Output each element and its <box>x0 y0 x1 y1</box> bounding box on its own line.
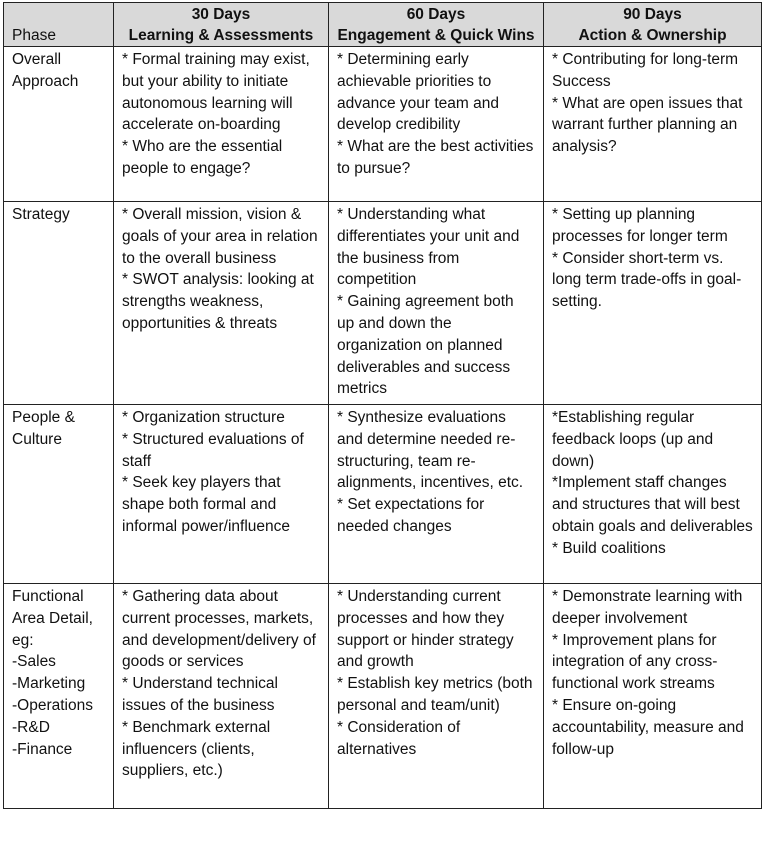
bullet-item: * Gathering data about current processes, markets, and development/delivery of goods or services <box>122 588 316 671</box>
cell-30-days <box>114 584 329 809</box>
phase-label: Strategy <box>12 206 70 223</box>
header-row <box>4 3 762 47</box>
bullet-item: * Contributing for long-term Success <box>552 51 739 90</box>
phase-header-label: Phase <box>12 27 56 44</box>
bullet-item: * SWOT analysis: looking at strengths weakness, opportunities & threats <box>122 271 314 332</box>
bullet-item: * Setting up planning processes for longer term <box>552 206 728 245</box>
cell-90-days <box>544 584 762 809</box>
bullet-item: * Set expectations for needed changes <box>337 496 485 535</box>
phase-cell <box>4 584 114 809</box>
table-row-strategy <box>4 202 762 405</box>
bullet-item: * What are the best activities to pursue? <box>337 138 534 177</box>
bullet-item: * Consider short-term vs. long term trade-offs in goal-setting. <box>552 249 742 311</box>
column-title: Learning & Assessments <box>128 27 314 44</box>
column-header-60-days <box>329 3 544 47</box>
column-days: 60 Days <box>406 6 466 23</box>
bullet-item: * Formal training may exist, but your ability to initiate autonomous learning will accelerate on-boarding <box>122 51 310 134</box>
bullet-item: * Synthesize evaluations and determine needed re-structuring, team re-alignments, incentives, etc. <box>337 409 524 492</box>
bullet-item: * Gaining agreement both up and down the organization on planned deliverables and success metrics <box>337 293 514 398</box>
phase-cell <box>4 47 114 202</box>
bullet-item: * Overall mission, vision & goals of your area in relation to the overall business <box>122 206 318 267</box>
table-row-functional-area <box>4 584 762 809</box>
cell-60-days <box>329 584 544 809</box>
table-row-people-culture <box>4 405 762 584</box>
bullet-item: * Consideration of alternatives <box>337 718 461 758</box>
bullet-item: * Demonstrate learning with deeper involvement <box>552 588 743 627</box>
column-days: 90 Days <box>623 6 682 23</box>
column-days: 30 Days <box>191 6 251 23</box>
column-title: Action & Ownership <box>578 27 727 44</box>
bullet-item: * Seek key players that shape both formal and informal power/influence <box>122 474 291 535</box>
cell-30-days <box>114 47 329 202</box>
cell-30-days <box>114 202 329 405</box>
phase-column-header <box>4 3 114 47</box>
table-row-overall-approach <box>4 47 762 202</box>
bullet-item: *Implement staff changes and structures that will best obtain goals and deliverables <box>552 474 753 535</box>
phase-label: Functional Area Detail, eg: -Sales -Marketing -Operations -R&D -Finance <box>12 588 93 758</box>
bullet-item: * Organization structure <box>122 409 285 426</box>
cell-90-days <box>544 47 762 202</box>
phase-label: Overall Approach <box>12 51 79 90</box>
bullet-item: * Build coalitions <box>552 539 666 557</box>
bullet-item: * Improvement plans for integration of any cross-functional work streams <box>552 631 718 693</box>
column-header-30-days <box>114 3 329 47</box>
bullet-item: * Understanding what differentiates your unit and the business from competition <box>337 206 520 289</box>
cell-60-days <box>329 47 544 202</box>
phase-label: People & Culture <box>12 409 75 448</box>
bullet-item: * Ensure on-going accountability, measure and follow-up <box>552 696 744 758</box>
bullet-item: * Establish key metrics (both personal and team/unit) <box>337 675 533 714</box>
cell-60-days <box>329 202 544 405</box>
cell-90-days <box>544 405 762 584</box>
bullet-item: * Benchmark external influencers (clients, suppliers, etc.) <box>122 718 271 780</box>
cell-60-days <box>329 405 544 584</box>
column-header-90-days <box>544 3 762 47</box>
bullet-item: * Understanding current processes and how they support or hinder strategy and growth <box>337 588 514 671</box>
cell-30-days <box>114 405 329 584</box>
bullet-item: * Understand technical issues of the business <box>122 675 278 714</box>
column-title: Engagement & Quick Wins <box>337 27 535 44</box>
bullet-item: * Determining early achievable priorities to advance your team and develop credibility <box>337 51 499 134</box>
bullet-item: * What are open issues that warrant further planning an analysis? <box>552 94 743 156</box>
bullet-item: * Who are the essential people to engage? <box>122 138 283 177</box>
cell-90-days <box>544 202 762 405</box>
bullet-item: * Structured evaluations of staff <box>122 430 304 470</box>
bullet-item: *Establishing regular feedback loops (up and down) <box>552 409 714 470</box>
phase-cell <box>4 405 114 584</box>
onboarding-plan-table <box>3 2 762 809</box>
phase-cell <box>4 202 114 405</box>
